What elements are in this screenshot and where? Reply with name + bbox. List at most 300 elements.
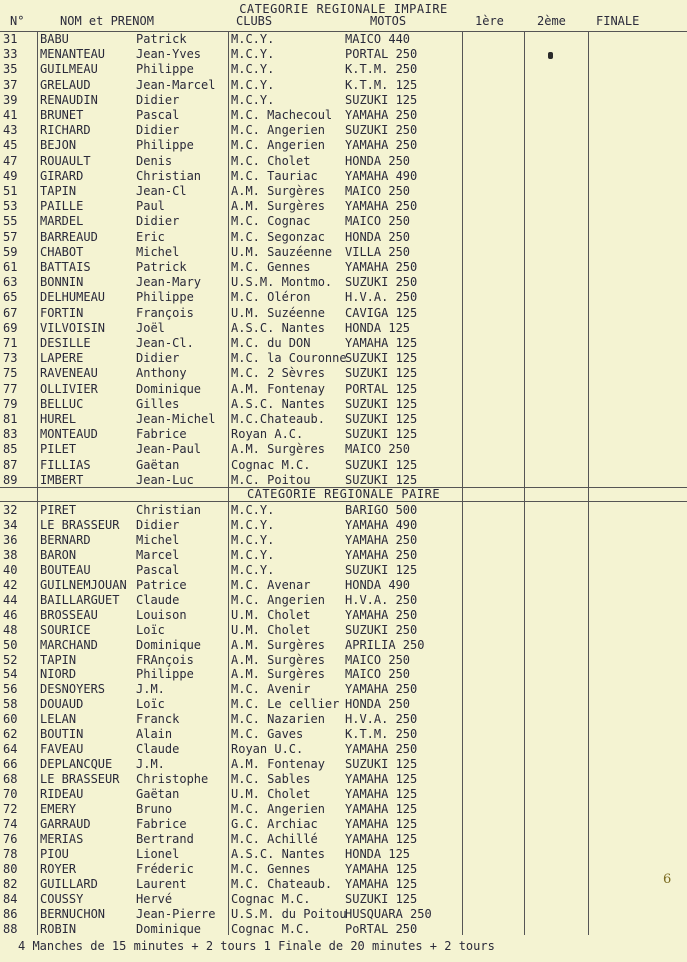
header-motos: MOTOS xyxy=(370,14,407,28)
rider-surname: DOUAUD xyxy=(40,697,84,712)
table-row xyxy=(0,876,687,892)
rider-number: 82 xyxy=(3,876,18,891)
rider-club: M.C. Cognac xyxy=(231,214,311,229)
rider-club: M.C. Nazarien xyxy=(231,712,325,727)
rider-surname: GARRAUD xyxy=(40,816,91,831)
rider-number: 67 xyxy=(3,305,18,320)
rider-number: 45 xyxy=(3,138,18,153)
rider-club: M.C.Y. xyxy=(231,32,275,46)
rider-surname: OLLIVIER xyxy=(40,381,98,396)
rider-club: M.C. Chateaub. xyxy=(231,876,333,891)
rider-firstname: Didier xyxy=(136,214,180,229)
rider-surname: BRUNET xyxy=(40,108,84,122)
rider-surname: LAPERE xyxy=(40,351,84,366)
rider-firstname: Didier xyxy=(136,351,180,366)
table-row xyxy=(0,666,687,682)
rider-surname: PIRET xyxy=(40,503,77,517)
rider-bike: SUZUKI 125 xyxy=(345,396,418,411)
rider-number: 51 xyxy=(3,184,18,198)
table-row xyxy=(0,137,687,153)
rider-number: 56 xyxy=(3,682,18,697)
rider-number: 72 xyxy=(3,802,18,816)
rider-bike: YAMAHA 125 xyxy=(345,772,418,787)
rider-number: 88 xyxy=(3,921,18,936)
rider-surname: EMERY xyxy=(40,802,77,816)
rider-surname: PAILLE xyxy=(40,199,84,214)
rider-club: M.C. Avenar xyxy=(231,577,311,592)
table-row xyxy=(0,229,687,245)
table-row xyxy=(0,517,687,533)
rider-firstname: Pascal xyxy=(136,562,180,577)
rider-club: A.M. Surgères xyxy=(231,652,325,667)
table-row xyxy=(0,637,687,653)
table-row xyxy=(0,274,687,290)
table-row xyxy=(0,562,687,578)
rider-bike: H.V.A. 250 xyxy=(345,290,418,305)
rider-bike: YAMAHA 125 xyxy=(345,831,418,846)
rider-bike: H.V.A. 250 xyxy=(345,712,418,727)
table-row xyxy=(0,771,687,787)
rider-firstname: Philippe xyxy=(136,138,194,153)
rider-firstname: Loïc xyxy=(136,697,165,712)
rider-surname: BARON xyxy=(40,547,77,562)
rider-club: M.C.Y. xyxy=(231,62,275,77)
title-paire: CATEGORIE REGIONALE PAIRE xyxy=(246,487,441,501)
table-row xyxy=(0,696,687,712)
rider-number: 37 xyxy=(3,77,18,92)
rider-bike: SUZUKI 125 xyxy=(345,891,418,906)
rider-club: M.C.Y. xyxy=(231,562,275,577)
rider-club: M.C. Gennes xyxy=(231,260,311,274)
table-row xyxy=(0,31,687,47)
rider-club: M.C.Y. xyxy=(231,547,275,562)
rider-number: 33 xyxy=(3,47,18,62)
table-row xyxy=(0,592,687,608)
rider-surname: CHABOT xyxy=(40,244,84,259)
rider-firstname: Didier xyxy=(136,92,180,107)
rider-firstname: Bertrand xyxy=(136,831,194,846)
rider-surname: GIRARD xyxy=(40,168,84,183)
table-row xyxy=(0,786,687,802)
rider-number: 66 xyxy=(3,757,18,772)
rider-club: U.M. Cholet xyxy=(231,787,311,802)
rider-surname: BOUTIN xyxy=(40,727,84,742)
table-row xyxy=(0,365,687,381)
rider-bike: MAICO 250 xyxy=(345,184,411,198)
rider-surname: ROBIN xyxy=(40,921,77,936)
rider-bike: BARIGO 500 xyxy=(345,503,418,517)
rider-club: A.M. Surgères xyxy=(231,667,325,682)
rider-club: M.C. la Couronne xyxy=(231,351,347,366)
table-row xyxy=(0,244,687,260)
rider-number: 80 xyxy=(3,861,18,876)
rider-bike: SUZUKI 125 xyxy=(345,92,418,107)
rider-surname: BOUTEAU xyxy=(40,562,91,577)
rider-club: A.S.C. Nantes xyxy=(231,846,325,861)
rider-number: 41 xyxy=(3,108,18,122)
rider-firstname: Patrick xyxy=(136,260,187,274)
rider-firstname: Dominique xyxy=(136,921,202,936)
rider-surname: TAPIN xyxy=(40,652,77,667)
table-row xyxy=(0,921,687,937)
table-row xyxy=(0,92,687,108)
header-num: N° xyxy=(10,14,25,28)
rider-club: A.M. Surgères xyxy=(231,184,325,198)
rider-club: A.M. Surgères xyxy=(231,199,325,214)
rider-bike: K.T.M. 125 xyxy=(345,77,418,92)
rider-club: M.C. Angerien xyxy=(231,123,325,138)
rider-firstname: Hervé xyxy=(136,891,173,906)
rider-bike: SUZUKI 250 xyxy=(345,622,418,637)
table-header xyxy=(0,10,687,30)
rider-number: 74 xyxy=(3,816,18,831)
table-row xyxy=(0,577,687,593)
rider-club: U.M. Sauzéenne xyxy=(231,244,333,259)
rider-surname: FAVEAU xyxy=(40,742,84,757)
rider-surname: BEJON xyxy=(40,138,77,153)
rider-bike: SUZUKI 125 xyxy=(345,562,418,577)
rider-surname: BERNARD xyxy=(40,532,91,547)
rider-firstname: Fabrice xyxy=(136,816,187,831)
rider-bike: HUSQUARA 250 xyxy=(345,906,432,921)
rider-number: 55 xyxy=(3,214,18,229)
rider-number: 39 xyxy=(3,92,18,107)
rider-club: M.C.Y. xyxy=(231,77,275,92)
rider-surname: TAPIN xyxy=(40,184,77,198)
rider-club: M.C. Tauriac xyxy=(231,168,318,183)
rider-surname: NIORD xyxy=(40,667,77,682)
rider-bike: SUZUKI 125 xyxy=(345,757,418,772)
table-row xyxy=(0,198,687,214)
table-row xyxy=(0,411,687,427)
rider-firstname: Didier xyxy=(136,123,180,138)
header-second: 2ème xyxy=(537,14,566,28)
rider-surname: DESILLE xyxy=(40,336,91,350)
rider-bike: SUZUKI 125 xyxy=(345,351,418,366)
table-row xyxy=(0,168,687,184)
table-row xyxy=(0,607,687,623)
rider-club: A.M. Surgères xyxy=(231,442,325,457)
rider-firstname: Laurent xyxy=(136,876,187,891)
rider-club: M.C. Le cellier xyxy=(231,697,340,712)
rider-club: M.C. Avenir xyxy=(231,682,311,697)
rider-surname: BERNUCHON xyxy=(40,906,106,921)
rider-bike: SUZUKI 125 xyxy=(345,457,418,472)
table-row xyxy=(0,502,687,518)
table-row xyxy=(0,741,687,757)
rider-club: M.C.Chateaub. xyxy=(231,412,325,426)
rider-bike: YAMAHA 250 xyxy=(345,682,418,697)
rider-surname: DELHUMEAU xyxy=(40,290,106,305)
rider-number: 61 xyxy=(3,260,18,274)
rider-surname: HUREL xyxy=(40,412,77,426)
rider-surname: MONTEAUD xyxy=(40,427,98,442)
rider-club: M.C. Gennes xyxy=(231,861,311,876)
rider-firstname: Christian xyxy=(136,503,202,517)
rider-firstname: Jean-Luc xyxy=(136,472,194,487)
rider-club: U.S.M. du Poitou xyxy=(231,906,347,921)
rider-surname: BABU xyxy=(40,32,69,46)
rider-surname: GUILNEMJOUAN xyxy=(40,577,127,592)
rider-number: 31 xyxy=(3,32,18,46)
table-row xyxy=(0,441,687,457)
table-row xyxy=(0,259,687,275)
rider-bike: HONDA 490 xyxy=(345,577,411,592)
race-format-note: 4 Manches de 15 minutes + 2 tours 1 Finale de 20 minutes + 2 tours xyxy=(18,939,495,953)
rider-firstname: Patrick xyxy=(136,32,187,46)
rider-number: 34 xyxy=(3,517,18,532)
rider-bike: SUZUKI 125 xyxy=(345,412,418,426)
table-row xyxy=(0,891,687,907)
rider-club: M.C.Y. xyxy=(231,47,275,62)
rider-number: 63 xyxy=(3,275,18,290)
table-row xyxy=(0,681,687,697)
table-row xyxy=(0,816,687,832)
rider-surname: MERIAS xyxy=(40,831,84,846)
rider-number: 52 xyxy=(3,652,18,667)
rider-bike: YAMAHA 250 xyxy=(345,138,418,153)
rider-number: 79 xyxy=(3,396,18,411)
handwritten-mark: 6 xyxy=(663,872,672,887)
rider-club: U.M. Cholet xyxy=(231,607,311,622)
rider-firstname: Jean-Michel xyxy=(136,412,216,426)
rider-number: 70 xyxy=(3,787,18,802)
rider-number: 76 xyxy=(3,831,18,846)
rider-firstname: Michel xyxy=(136,244,180,259)
rider-club: M.C. Achillé xyxy=(231,831,318,846)
rider-number: 84 xyxy=(3,891,18,906)
rider-bike: HONDA 250 xyxy=(345,153,411,168)
rider-club: M.C.Y. xyxy=(231,517,275,532)
rider-number: 77 xyxy=(3,381,18,396)
table-row xyxy=(0,77,687,93)
rider-club: M.C. Poitou xyxy=(231,472,311,487)
rider-number: 89 xyxy=(3,472,18,487)
rider-firstname: Christophe xyxy=(136,772,209,787)
rider-bike: YAMAHA 125 xyxy=(345,787,418,802)
table-row xyxy=(0,846,687,862)
rider-club: M.C. Cholet xyxy=(231,153,311,168)
rider-club: M.C. Angerien xyxy=(231,592,325,607)
rider-club: Cognac M.C. xyxy=(231,891,311,906)
header-final: FINALE xyxy=(596,14,640,28)
rider-club: Cognac M.C. xyxy=(231,921,311,936)
rider-firstname: Gilles xyxy=(136,396,180,411)
table-row xyxy=(0,381,687,397)
rider-bike: PORTAL 250 xyxy=(345,47,418,62)
rider-club: M.C.Y. xyxy=(231,503,275,517)
rider-club: A.M. Surgères xyxy=(231,637,325,652)
rider-firstname: Gaëtan xyxy=(136,457,180,472)
rider-bike: CAVIGA 125 xyxy=(345,305,418,320)
rider-surname: RAVENEAU xyxy=(40,366,98,381)
rider-firstname: Fabrice xyxy=(136,427,187,442)
rider-surname: GRELAUD xyxy=(40,77,91,92)
rider-bike: VILLA 250 xyxy=(345,244,411,259)
rider-club: M.C. Angerien xyxy=(231,138,325,153)
rider-bike: PoRTAL 250 xyxy=(345,921,418,936)
rider-firstname: Dominique xyxy=(136,381,202,396)
rider-bike: YAMAHA 250 xyxy=(345,742,418,757)
table-row xyxy=(0,305,687,321)
rider-surname: VILVOISIN xyxy=(40,320,106,335)
rider-club: M.C. du DON xyxy=(231,336,311,350)
rider-surname: BAILLARGUET xyxy=(40,592,120,607)
rider-number: 43 xyxy=(3,123,18,138)
table-row xyxy=(0,335,687,351)
table-row xyxy=(0,289,687,305)
rider-surname: ROYER xyxy=(40,861,77,876)
table-row xyxy=(0,122,687,138)
rider-firstname: FRAnçois xyxy=(136,652,194,667)
rider-club: A.S.C. Nantes xyxy=(231,320,325,335)
table-row xyxy=(0,426,687,442)
rider-club: M.C. 2 Sèvres xyxy=(231,366,325,381)
rider-number: 83 xyxy=(3,427,18,442)
rider-surname: COUSSY xyxy=(40,891,84,906)
rider-number: 65 xyxy=(3,290,18,305)
rider-bike: YAMAHA 250 xyxy=(345,532,418,547)
rider-firstname: Michel xyxy=(136,532,180,547)
table-row xyxy=(0,153,687,169)
rider-bike: YAMAHA 250 xyxy=(345,108,418,122)
table-row xyxy=(0,107,687,123)
rider-number: 35 xyxy=(3,62,18,77)
rider-firstname: Jean-Cl. xyxy=(136,336,194,350)
rider-number: 60 xyxy=(3,712,18,727)
table-row xyxy=(0,61,687,77)
rider-surname: PILET xyxy=(40,442,77,457)
rider-surname: RENAUDIN xyxy=(40,92,98,107)
rider-bike: HONDA 250 xyxy=(345,697,411,712)
rider-surname: FILLIAS xyxy=(40,457,91,472)
table-row xyxy=(0,547,687,563)
rider-bike: PORTAL 125 xyxy=(345,381,418,396)
rider-firstname: Jean-Marcel xyxy=(136,77,216,92)
rider-number: 46 xyxy=(3,607,18,622)
rider-club: M.C. Segonzac xyxy=(231,229,325,244)
table-row xyxy=(0,183,687,199)
rider-surname: LE BRASSEUR xyxy=(40,517,120,532)
header-name: NOM et PRENOM xyxy=(60,14,154,28)
rider-club: Royan U.C. xyxy=(231,742,304,757)
rider-number: 73 xyxy=(3,351,18,366)
rider-surname: BELLUC xyxy=(40,396,84,411)
rider-number: 71 xyxy=(3,336,18,350)
rider-number: 78 xyxy=(3,846,18,861)
rider-firstname: Marcel xyxy=(136,547,180,562)
rider-firstname: Denis xyxy=(136,153,173,168)
rider-firstname: Alain xyxy=(136,727,173,742)
rider-club: M.C.Y. xyxy=(231,92,275,107)
rider-number: 81 xyxy=(3,412,18,426)
rider-bike: MAICO 440 xyxy=(345,32,411,46)
rider-firstname: Fréderic xyxy=(136,861,194,876)
rider-number: 86 xyxy=(3,906,18,921)
rider-number: 42 xyxy=(3,577,18,592)
rider-surname: DEPLANCQUE xyxy=(40,757,113,772)
title-impaire: CATEGORIE REGIONALE IMPAIRE xyxy=(239,2,448,16)
rider-bike: APRILIA 250 xyxy=(345,637,425,652)
rider-bike: MAICO 250 xyxy=(345,442,411,457)
rider-firstname: Philippe xyxy=(136,667,194,682)
rider-surname: RIDEAU xyxy=(40,787,84,802)
rider-number: 48 xyxy=(3,622,18,637)
rider-firstname: Loïc xyxy=(136,622,165,637)
table-row xyxy=(0,801,687,817)
rider-firstname: Jean-Cl xyxy=(136,184,187,198)
header-first: 1ère xyxy=(475,14,504,28)
rider-club: U.M. Suzéenne xyxy=(231,305,325,320)
rider-bike: YAMAHA 125 xyxy=(345,816,418,831)
rider-bike: K.T.M. 250 xyxy=(345,727,418,742)
table-row xyxy=(0,472,687,488)
rider-bike: SUZUKI 125 xyxy=(345,427,418,442)
rider-firstname: François xyxy=(136,305,194,320)
table-row xyxy=(0,861,687,877)
rider-surname: BROSSEAU xyxy=(40,607,98,622)
rider-club: U.S.M. Montmo. xyxy=(231,275,333,290)
rider-firstname: Christian xyxy=(136,168,202,183)
rider-firstname: Lionel xyxy=(136,846,180,861)
rider-firstname: Joël xyxy=(136,320,165,335)
rider-firstname: Jean-Pierre xyxy=(136,906,216,921)
rider-surname: DESNOYERS xyxy=(40,682,106,697)
rider-firstname: Claude xyxy=(136,592,180,607)
rider-firstname: J.M. xyxy=(136,757,165,772)
rider-number: 75 xyxy=(3,366,18,381)
rider-surname: BONNIN xyxy=(40,275,84,290)
rider-bike: YAMAHA 125 xyxy=(345,802,418,816)
rider-club: M.C. Sables xyxy=(231,772,311,787)
rider-firstname: Gaëtan xyxy=(136,787,180,802)
rider-club: Royan A.C. xyxy=(231,427,304,442)
rider-bike: YAMAHA 490 xyxy=(345,517,418,532)
rider-bike: YAMAHA 250 xyxy=(345,199,418,214)
rider-bike: YAMAHA 125 xyxy=(345,861,418,876)
rider-surname: PIOU xyxy=(40,846,69,861)
pen-mark xyxy=(548,52,553,59)
rider-club: M.C. Machecoul xyxy=(231,108,333,122)
rider-number: 49 xyxy=(3,168,18,183)
rider-number: 32 xyxy=(3,503,18,517)
rider-bike: YAMAHA 250 xyxy=(345,607,418,622)
rider-bike: HONDA 250 xyxy=(345,229,411,244)
rider-number: 69 xyxy=(3,320,18,335)
rider-number: 87 xyxy=(3,457,18,472)
rider-firstname: Jean-Mary xyxy=(136,275,202,290)
rider-club: A.M. Fontenay xyxy=(231,381,325,396)
rider-firstname: Paul xyxy=(136,199,165,214)
rider-firstname: Franck xyxy=(136,712,180,727)
table-row xyxy=(0,457,687,473)
rider-number: 47 xyxy=(3,153,18,168)
rider-bike: K.T.M. 250 xyxy=(345,62,418,77)
rider-number: 57 xyxy=(3,229,18,244)
table-row xyxy=(0,622,687,638)
rider-surname: GUILMEAU xyxy=(40,62,98,77)
table-row xyxy=(0,213,687,229)
rider-surname: MENANTEAU xyxy=(40,47,106,62)
rider-surname: MARCHAND xyxy=(40,637,98,652)
rider-number: 38 xyxy=(3,547,18,562)
rider-number: 36 xyxy=(3,532,18,547)
rider-firstname: Anthony xyxy=(136,366,187,381)
rider-club: Cognac M.C. xyxy=(231,457,311,472)
rider-bike: YAMAHA 125 xyxy=(345,876,418,891)
rider-bike: YAMAHA 250 xyxy=(345,260,418,274)
rider-bike: HONDA 125 xyxy=(345,320,411,335)
